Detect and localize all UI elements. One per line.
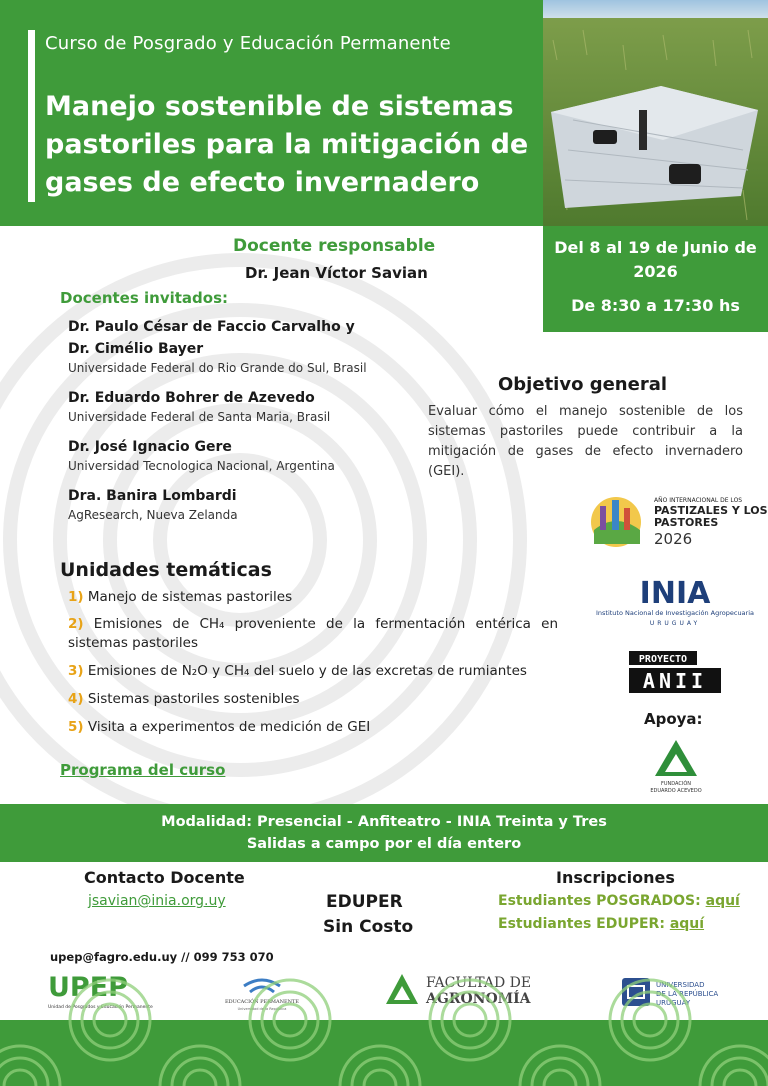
field-photo (543, 0, 768, 226)
upep-sub: Unidad de Posgrados y Educación Permanente (48, 1005, 153, 1010)
pastizales-line2: PASTIZALES Y LOS (654, 504, 768, 517)
facultad-agronomia-logo (386, 972, 546, 1008)
eduper-link[interactable]: aquí (669, 916, 705, 932)
unit-number: 2) (68, 616, 84, 632)
unit-text: Sistemas pastoriles sostenibles (87, 691, 300, 707)
pastizales-year: 2026 (654, 530, 693, 548)
unit-item (68, 718, 558, 737)
unit-number: 5) (68, 719, 84, 735)
unit-text: Emisiones de CH₄ proveniente de la fermentación entérica en sistemas pastoriles (68, 616, 558, 651)
ep-name: EDUCACIÓN PERMANENTE (224, 999, 300, 1005)
responsable-name: Dr. Jean Víctor Savian (245, 264, 428, 282)
unit-number: 4) (68, 691, 84, 707)
upep-name: UPEP (48, 972, 128, 1003)
unit-number: 1) (68, 589, 84, 605)
inscripcion-posgrado (498, 893, 740, 909)
eduper-insc-label: Estudiantes EDUPER: (498, 916, 665, 932)
date-range: Del 8 al 19 de Junio de 2026 (554, 238, 757, 281)
header-banner (0, 0, 543, 226)
posgrado-label: Estudiantes POSGRADOS: (498, 893, 701, 909)
unit-text: Visita a experimentos de medición de GEI (87, 719, 371, 735)
udelar-line1: UNIVERSIDAD (656, 981, 705, 989)
fea-line1: FUNDACIÓN (660, 781, 692, 787)
teacher-name: Dr. Cimélio Bayer (68, 341, 204, 357)
contact-title: Contacto Docente (84, 868, 245, 887)
ep-sub: Universidad de la República (237, 1007, 287, 1011)
programa-link[interactable]: Programa del curso (60, 761, 226, 779)
fagro-line1: FACULTAD DE (426, 975, 532, 991)
pastizales-line1: AÑO INTERNACIONAL DE LOS (654, 497, 743, 504)
modalidad-line2: Salidas a campo por el día entero (246, 836, 522, 852)
teacher-institution: Universidad Tecnologica Nacional, Argentina (68, 459, 335, 473)
teacher-entry (68, 485, 448, 524)
responsable-label: Docente responsable (233, 236, 436, 256)
teacher-name: Dr. Eduardo Bohrer de Azevedo (68, 390, 315, 406)
eduper-label: EDUPER (326, 892, 403, 912)
contact-email-link[interactable]: jsavian@inia.org.uy (88, 893, 226, 909)
unit-text: Manejo de sistemas pastoriles (87, 589, 293, 605)
unit-item (68, 615, 558, 653)
inia-logo (595, 573, 755, 629)
modalidad-line1: Modalidad: Presencial - Anfiteatro - INIA Treinta y Tres (161, 814, 607, 830)
course-title: Manejo sostenible de sistemas pastoriles para la mitigación de gases de efecto invernadero (45, 91, 529, 198)
fundacion-acevedo-logo (645, 738, 707, 794)
inia-name: INIA (639, 576, 711, 611)
modalidad-band (0, 804, 768, 862)
inscripcion-eduper (498, 916, 704, 932)
posgrado-link[interactable]: aquí (705, 893, 740, 909)
pastizales-line3: PASTORES (654, 516, 719, 529)
unit-text: Emisiones de N₂O y CH₄ del suelo y de las excretas de rumiantes (87, 663, 527, 679)
anii-line1: PROYECTO (638, 654, 688, 665)
course-hours: De 8:30 a 17:30 hs (571, 296, 740, 315)
teacher-name: Dr. José Ignacio Gere (68, 439, 232, 455)
teacher-institution: Universidade Federal do Rio Grande do Sul, Brasil (68, 361, 367, 375)
anii-logo (629, 651, 721, 693)
teacher-name: Dra. Banira Lombardi (68, 488, 237, 504)
units-title: Unidades temáticas (60, 559, 272, 581)
teacher-entry (68, 436, 448, 475)
fagro-line2: AGRONOMÍA (426, 991, 531, 1007)
teacher-name: Dr. Paulo César de Faccio Carvalho y (68, 319, 355, 335)
upep-contact: upep@fagro.edu.uy // 099 753 070 (50, 950, 274, 964)
fea-line2: EDUARDO ACEVEDO (650, 788, 702, 794)
unit-item (68, 588, 558, 607)
unit-number: 3) (68, 663, 84, 679)
udelar-line2: DE LA REPÚBLICA (656, 990, 719, 998)
invited-teachers-list (68, 316, 448, 534)
inia-full: Instituto Nacional de Investigación Agropecuaria (595, 609, 755, 617)
sin-costo-label: Sin Costo (323, 917, 414, 937)
udelar-line3: URUGUAY (656, 999, 691, 1007)
header-accent-bar (28, 30, 35, 202)
course-type: Curso de Posgrado y Educación Permanente (45, 33, 451, 54)
upep-logo (48, 970, 153, 1012)
teacher-entry (68, 316, 448, 377)
objective-text: Evaluar cómo el manejo sostenible de los sistemas pastoriles puede contribuir a la mitigación de gases de efecto invernadero (GEI). (428, 404, 743, 479)
inscripciones-title: Inscripciones (556, 868, 675, 887)
inia-country: URUGUAY (649, 620, 701, 627)
date-box (543, 226, 768, 332)
objective-title: Objetivo general (498, 374, 668, 395)
anii-line2: ANII (642, 669, 708, 693)
teacher-institution: Universidade Federal de Santa Maria, Brasil (68, 410, 331, 424)
pastizales-2026-logo (590, 492, 768, 552)
teacher-entry (68, 387, 448, 426)
footer-pattern (0, 1020, 768, 1086)
teacher-institution: AgResearch, Nueva Zelanda (68, 508, 238, 522)
unit-item (68, 690, 558, 709)
invitados-label: Docentes invitados: (60, 289, 228, 307)
apoya-label: Apoya: (644, 710, 703, 728)
unit-item (68, 662, 558, 681)
